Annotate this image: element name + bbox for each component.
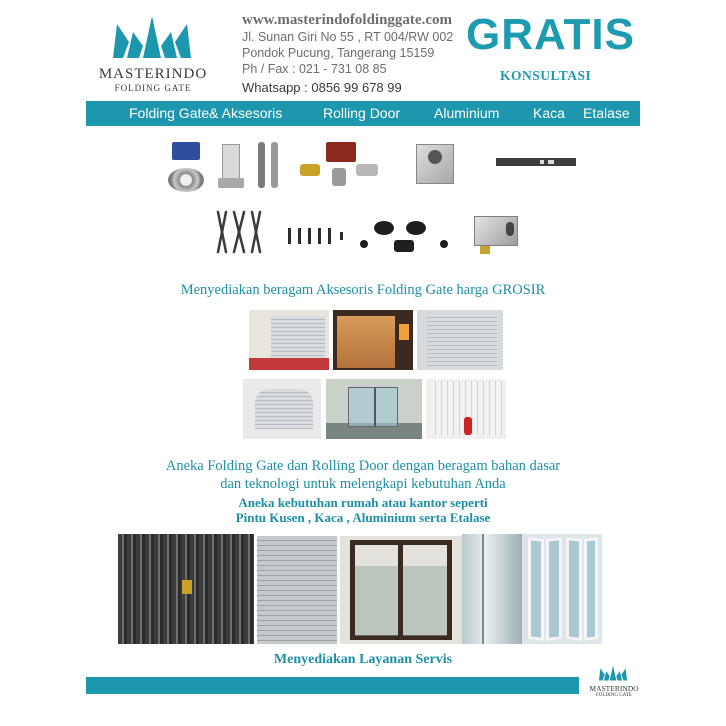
caption-needs-line-2: Pintu Kusen , Kaca , Aluminium serta Etalase <box>235 510 491 525</box>
nav-item-kaca[interactable]: Kaca <box>533 105 565 121</box>
brand-name: MASTERINDO <box>98 66 208 82</box>
lock-plate-photo <box>496 155 576 169</box>
caption-materials-line-2: dan teknologi untuk melengkapi kebutuhan Anda <box>220 476 506 492</box>
address-line-2: Pondok Pucung, Tangerang 15159 <box>242 46 435 60</box>
footer-brand-name: MASTERINDO <box>589 684 639 693</box>
promo-title: GRATIS <box>466 10 635 59</box>
address-line-1: Jl. Sunan Giri No 55 , RT 004/RW 002 <box>242 30 454 44</box>
photo-dark-folding-gate <box>118 534 254 644</box>
photo-shutter-box <box>243 379 321 439</box>
photo-folding-glass-door <box>522 534 602 644</box>
photo-aluminium-glass-door <box>340 536 462 644</box>
door-lock-photo <box>412 140 458 190</box>
brand-subtitle: FOLDING GATE <box>114 83 192 93</box>
nav-item-rolling-door[interactable]: Rolling Door <box>323 105 401 121</box>
padlock-keys-photo <box>296 138 382 190</box>
nav-item-folding-gate[interactable]: Folding Gate& Aksesoris <box>129 105 283 121</box>
photo-steel-rolling-door <box>257 536 337 644</box>
caption-accessories: Menyediakan beragam Aksesoris Folding Gate harga GROSIR <box>180 282 546 298</box>
whatsapp-number: Whatsapp : 0856 99 678 99 <box>242 80 402 95</box>
nav-item-aluminium[interactable]: Aluminium <box>434 105 500 121</box>
gate-lock-photo <box>472 212 522 256</box>
photo-silver-rolling-door <box>417 310 503 370</box>
bolts-photo <box>284 226 354 246</box>
cross-bar-photo <box>214 208 264 256</box>
photo-glass-entrance <box>326 379 422 439</box>
category-nav-bar <box>86 101 640 126</box>
phone-fax: Ph / Fax : 021 - 731 08 85 <box>242 62 387 76</box>
website-link[interactable]: www.masterindofoldinggate.com <box>242 12 452 28</box>
caption-needs-line-1: Aneka kebutuhan rumah atau kantor seperti <box>238 495 488 510</box>
caption-materials-line-1: Aneka Folding Gate dan Rolling Door dengan beragam bahan dasar <box>165 458 561 474</box>
footer-bar <box>86 677 579 694</box>
gate-handle-photo <box>254 140 284 192</box>
photo-shop-shutter <box>249 310 329 370</box>
bearing-photo <box>164 140 208 194</box>
handle-lock-photo <box>216 142 246 190</box>
footer-brand-subtitle: FOLDING GATE <box>596 693 632 698</box>
photo-wood-rolling-door <box>333 310 413 370</box>
crown-logo-icon <box>113 12 191 62</box>
promo-subtitle: KONSULTASI <box>500 68 592 83</box>
photo-glass-partition <box>462 534 522 644</box>
nav-item-etalase[interactable]: Etalase <box>583 105 630 121</box>
photo-white-folding-gate <box>426 379 506 439</box>
footer-crown-logo-icon <box>598 664 628 682</box>
caption-service: Menyediakan Layanan Servis <box>273 652 453 667</box>
rubber-stopper-photo <box>356 216 452 258</box>
